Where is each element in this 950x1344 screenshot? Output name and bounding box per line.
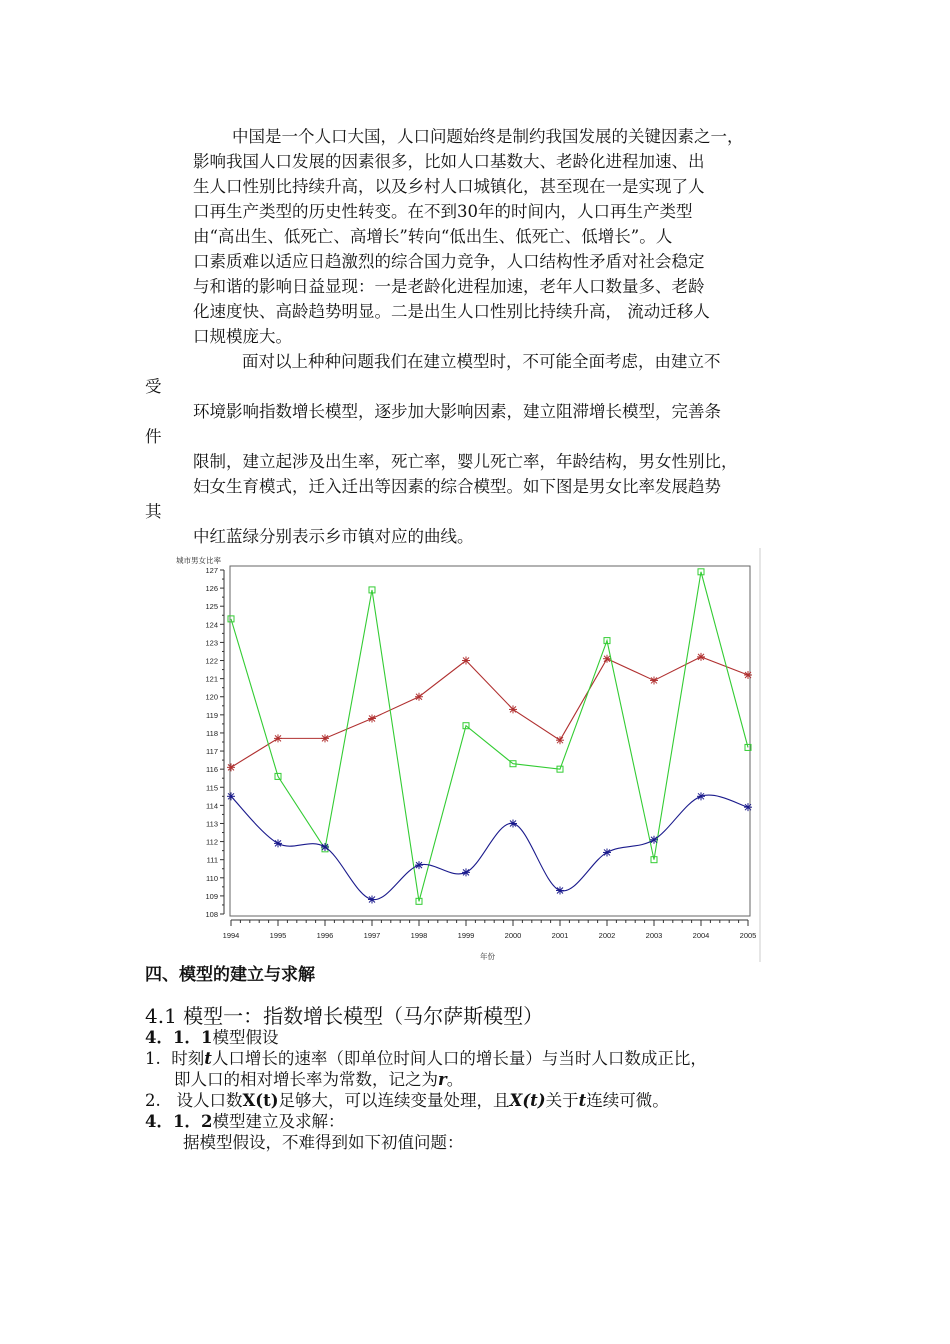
text: 足够大，可以连续变量处理，且	[278, 1091, 510, 1110]
paragraph-line: 口规模庞大。	[193, 327, 292, 346]
data-point-blue	[368, 896, 376, 904]
paragraph-line: 妇女生育模式，迁入迁出等因素的综合模型。如下图是男女比率发展趋势	[193, 477, 721, 496]
text: 即人口的相对增长率为常数，记之为	[174, 1070, 438, 1089]
x-tick-label: 2004	[692, 931, 710, 940]
data-point-blue	[556, 886, 564, 894]
y-tick-label: 115	[206, 783, 218, 793]
data-point-blue	[415, 861, 423, 869]
data-point-red	[744, 671, 752, 679]
subsection-heading: 4.1 模型一：指数增长模型（马尔萨斯模型）	[145, 1004, 544, 1028]
paragraph-line: 据模型假设，不难得到如下初值问题：	[183, 1133, 464, 1152]
x-tick-label: 1999	[457, 931, 475, 940]
paragraph-line: 生人口性别比持续升高，以及乡村人口城镇化，甚至现在一是实现了人	[193, 177, 705, 196]
x-tick-label: 2002	[598, 931, 616, 940]
paragraph-line: 限制，建立起涉及出生率，死亡率，婴儿死亡率，年龄结构，男女性别比，	[193, 452, 738, 471]
y-tick-label: 126	[205, 584, 218, 594]
math-var: X(t)	[242, 1091, 279, 1110]
math-var: t	[204, 1049, 212, 1068]
sex-ratio-chart	[160, 548, 765, 964]
paragraph-line: 口素质难以适应日趋激烈的综合国力竞争，人口结构性矛盾对社会稳定	[193, 252, 705, 271]
math-var: r	[438, 1070, 447, 1089]
y-tick-label: 120	[205, 692, 218, 702]
section-heading: 四、模型的建立与求解	[145, 965, 315, 985]
x-tick-label: 2000	[504, 931, 522, 940]
paragraph-line: 中红蓝绿分别表示乡市镇对应的曲线。	[193, 527, 474, 546]
y-tick-label: 108	[205, 910, 218, 919]
text: 连续可微。	[586, 1091, 669, 1110]
y-tick-label: 113	[206, 819, 218, 829]
data-point-red	[509, 705, 517, 713]
y-tick-label: 119	[206, 710, 218, 720]
data-point-blue	[509, 819, 517, 827]
y-axis-label: 城市男女比率	[176, 556, 221, 565]
data-point-blue	[462, 868, 470, 876]
paragraph-line: 面对以上种种问题我们在建立模型时，不可能全面考虑，由建立不	[242, 352, 721, 371]
data-point-red	[227, 763, 235, 771]
x-tick-label: 2001	[551, 931, 569, 940]
text: 人口增长的速率（即单位时间人口的增长量）与当时人口数成正比，	[211, 1049, 707, 1068]
data-point-blue	[650, 836, 658, 844]
paragraph-line: 口再生产类型的历史性转变。在不到30年的时间内，人口再生产类型	[193, 202, 693, 221]
y-tick-label: 122	[205, 656, 218, 666]
text: 。	[446, 1070, 464, 1089]
x-tick-label: 1995	[269, 931, 287, 940]
y-tick-label: 118	[206, 728, 218, 738]
data-point-blue	[603, 848, 611, 856]
y-tick-label: 116	[206, 765, 218, 775]
paragraph-line: 受	[145, 377, 162, 396]
y-tick-label: 123	[205, 638, 218, 648]
data-point-red	[556, 736, 564, 744]
x-tick-label: 1994	[222, 931, 240, 940]
y-tick-label: 109	[205, 891, 218, 901]
x-tick-label: 1997	[363, 931, 381, 940]
paragraph-line: 中国是一个人口大国，人口问题始终是制约我国发展的关键因素之一，	[232, 127, 744, 146]
data-point-blue	[744, 803, 752, 811]
x-axis-label: 年份	[480, 952, 495, 961]
section-title: 模型建立及求解：	[212, 1112, 345, 1131]
paragraph-line: 化速度快、高龄趋势明显。二是出生人口性别比持续升高， 流动迁移人	[193, 302, 710, 321]
data-point-red	[368, 714, 376, 722]
x-tick-label: 1998	[410, 931, 428, 940]
paragraph-line: 影响我国人口发展的因素很多，比如人口基数大、老龄化进程加速、出	[193, 152, 705, 171]
data-point-blue	[227, 792, 235, 800]
data-point-red	[415, 693, 423, 701]
data-point-blue	[274, 839, 282, 847]
y-tick-label: 127	[205, 566, 218, 575]
list-number: 1.	[145, 1049, 161, 1068]
data-point-blue	[321, 843, 329, 851]
y-tick-label: 125	[205, 602, 218, 612]
text: 时刻	[171, 1049, 205, 1068]
x-tick-label: 2005	[739, 931, 757, 940]
y-tick-label: 121	[205, 674, 218, 684]
paragraph-line: 由“高出生、低死亡、高增长”转向“低出生、低死亡、低增长”。人	[193, 227, 673, 246]
paragraph-line: 环境影响指数增长模型，逐步加大影响因素，建立阻滞增长模型，完善条	[193, 402, 721, 421]
y-tick-label: 112	[206, 837, 218, 847]
x-tick-label: 2003	[645, 931, 663, 940]
text: 设人口数	[176, 1091, 243, 1110]
math-var: t	[578, 1091, 587, 1110]
y-tick-label: 110	[206, 873, 218, 883]
y-tick-label: 111	[206, 855, 218, 865]
data-point-blue	[697, 792, 705, 800]
data-point-red	[697, 653, 705, 661]
y-tick-label: 124	[205, 620, 218, 630]
x-tick-label: 1996	[316, 931, 334, 940]
data-point-red	[321, 734, 329, 742]
list-number: 2.	[145, 1091, 161, 1110]
y-tick-label: 117	[206, 747, 218, 757]
text: 关于	[545, 1091, 579, 1110]
section-number: 4．1．1	[145, 1028, 213, 1047]
data-point-red	[650, 676, 658, 684]
data-point-red	[274, 734, 282, 742]
paragraph-line: 其	[145, 502, 162, 521]
section-title: 模型假设	[212, 1028, 279, 1047]
paragraph-line: 与和谐的影响日益显现：一是老龄化进程加速，老年人口数量多、老龄	[193, 277, 705, 296]
y-tick-label: 114	[206, 801, 218, 811]
data-point-red	[462, 657, 470, 665]
section-number: 4．1．2	[145, 1112, 213, 1131]
math-var: X(t)	[509, 1091, 546, 1110]
paragraph-line: 件	[145, 427, 162, 446]
